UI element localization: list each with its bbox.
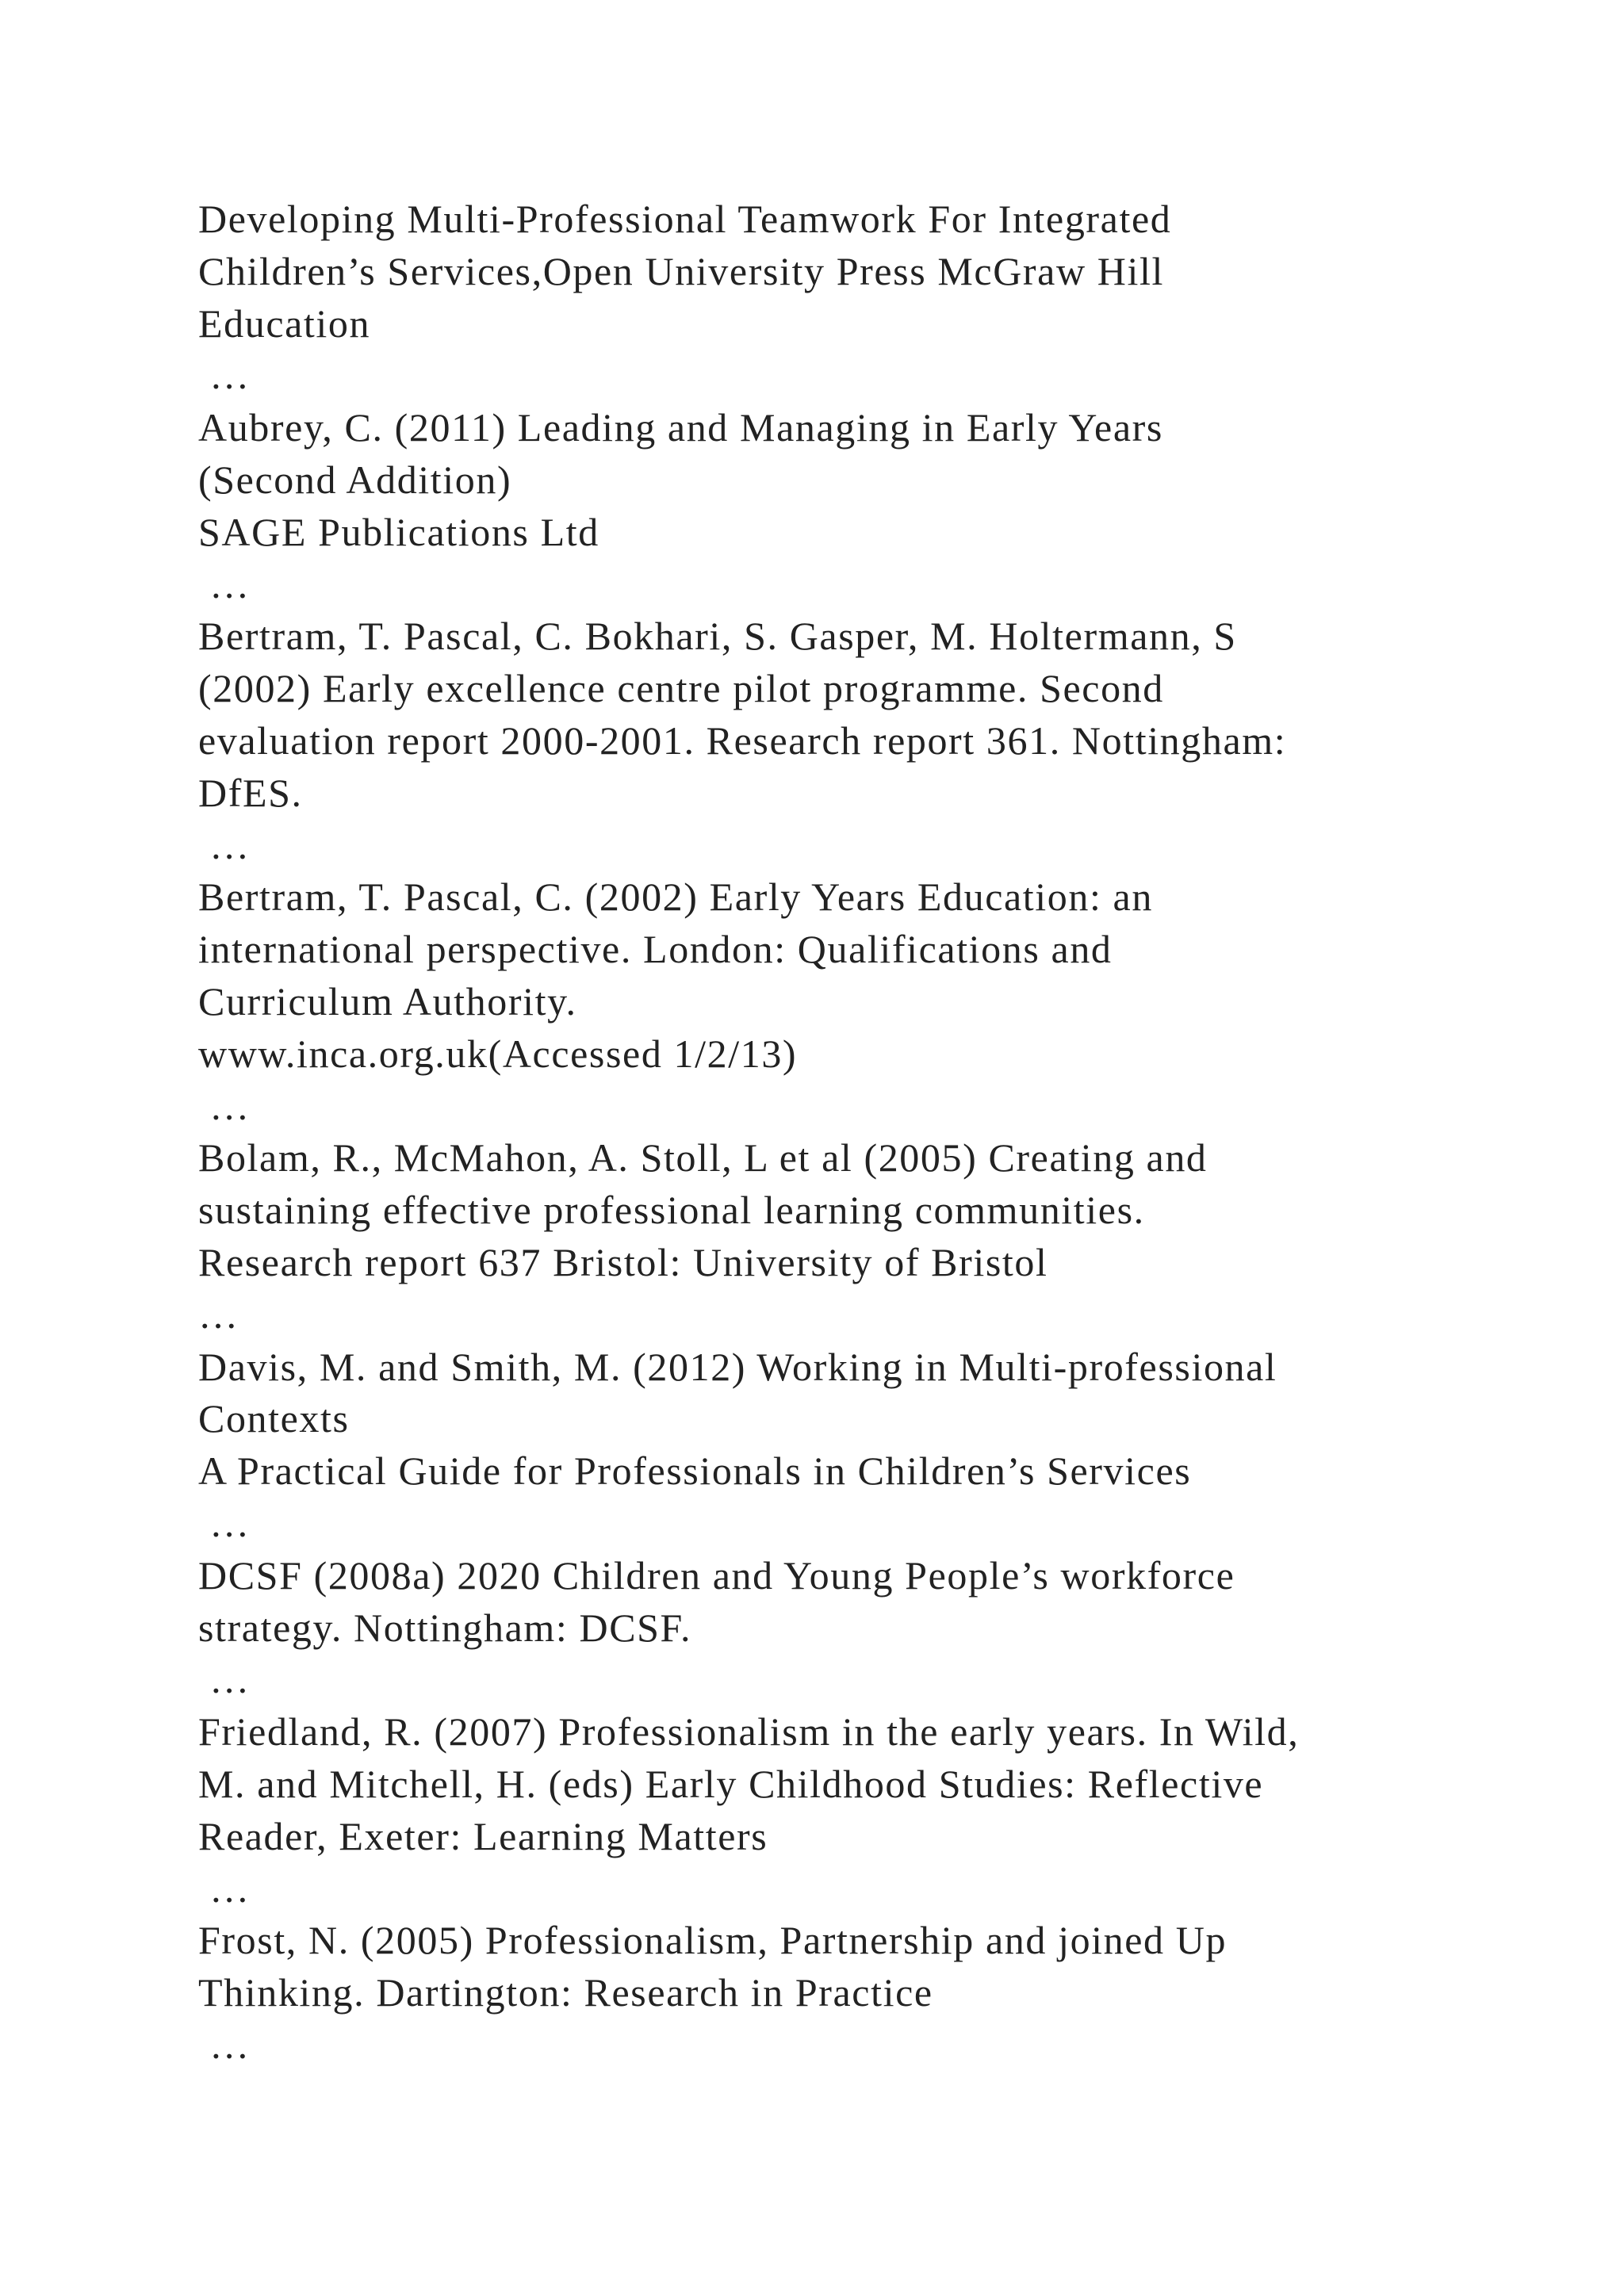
reference-list [198,193,1499,2072]
reference-line: Research report 637 Bristol: University of Bristol [198,1239,1048,1284]
reference-line: Education [198,300,371,346]
reference-line: Bertram, T. Pascal, C. (2002) Early Years Education: an [198,874,1153,920]
reference-line: SAGE Publications Ltd [198,509,599,554]
ellipsis-separator: … [198,561,251,607]
ellipsis-separator: … [198,2022,251,2067]
reference-line: Thinking. Dartington: Research in Practice [198,1970,933,2015]
reference-line: Aubrey, C. (2011) Leading and Managing in Early Years [198,405,1163,450]
reference-line: strategy. Nottingham: DCSF. [198,1605,692,1650]
reference-line: (Second Addition) [198,457,512,502]
ellipsis-separator: … [198,1292,239,1337]
reference-line: (2002) Early excellence centre pilot programme. Second [198,666,1164,711]
reference-line: Davis, M. and Smith, M. (2012) Working in Multi-professional [198,1344,1277,1389]
reference-line: sustaining effective professional learning communities. [198,1188,1145,1233]
ellipsis-separator: … [198,1866,251,1911]
reference-line: Bolam, R., McMahon, A. Stoll, L et al (2005) Creating and [198,1135,1208,1181]
reference-line: DfES. [198,770,303,815]
reference-line: Developing Multi-Professional Teamwork For Integrated [198,197,1172,241]
ellipsis-separator: … [198,822,251,867]
reference-line: Frost, N. (2005) Professionalism, Partnership and joined Up [198,1918,1228,1963]
reference-line: international perspective. London: Qualifications and [198,927,1113,972]
ellipsis-separator: … [198,1500,251,1545]
ellipsis-separator: … [198,353,251,398]
reference-line: A Practical Guide for Professionals in Children’s Services [198,1448,1192,1494]
reference-line: Curriculum Authority. [198,978,577,1024]
reference-line: Friedland, R. (2007) Professionalism in the early years. In Wild, [198,1709,1300,1755]
reference-line: Children’s Services,Open University Press McGraw Hill [198,248,1164,293]
ellipsis-separator: … [198,1657,251,1702]
reference-line: Bertram, T. Pascal, C. Bokhari, S. Gasper, M. Holtermann, S [198,614,1237,659]
reference-line: Reader, Exeter: Learning Matters [198,1813,768,1858]
reference-line: Contexts [198,1396,350,1441]
reference-line: DCSF (2008a) 2020 Children and Young People’s workforce [198,1552,1235,1598]
ellipsis-separator: … [198,1083,251,1128]
reference-line: M. and Mitchell, H. (eds) Early Childhood Studies: Reflective [198,1761,1264,1806]
reference-url: www.inca.org.uk(Accessed 1/2/13) [198,1031,798,1076]
reference-line: evaluation report 2000-2001. Research report 361. Nottingham: [198,718,1287,763]
